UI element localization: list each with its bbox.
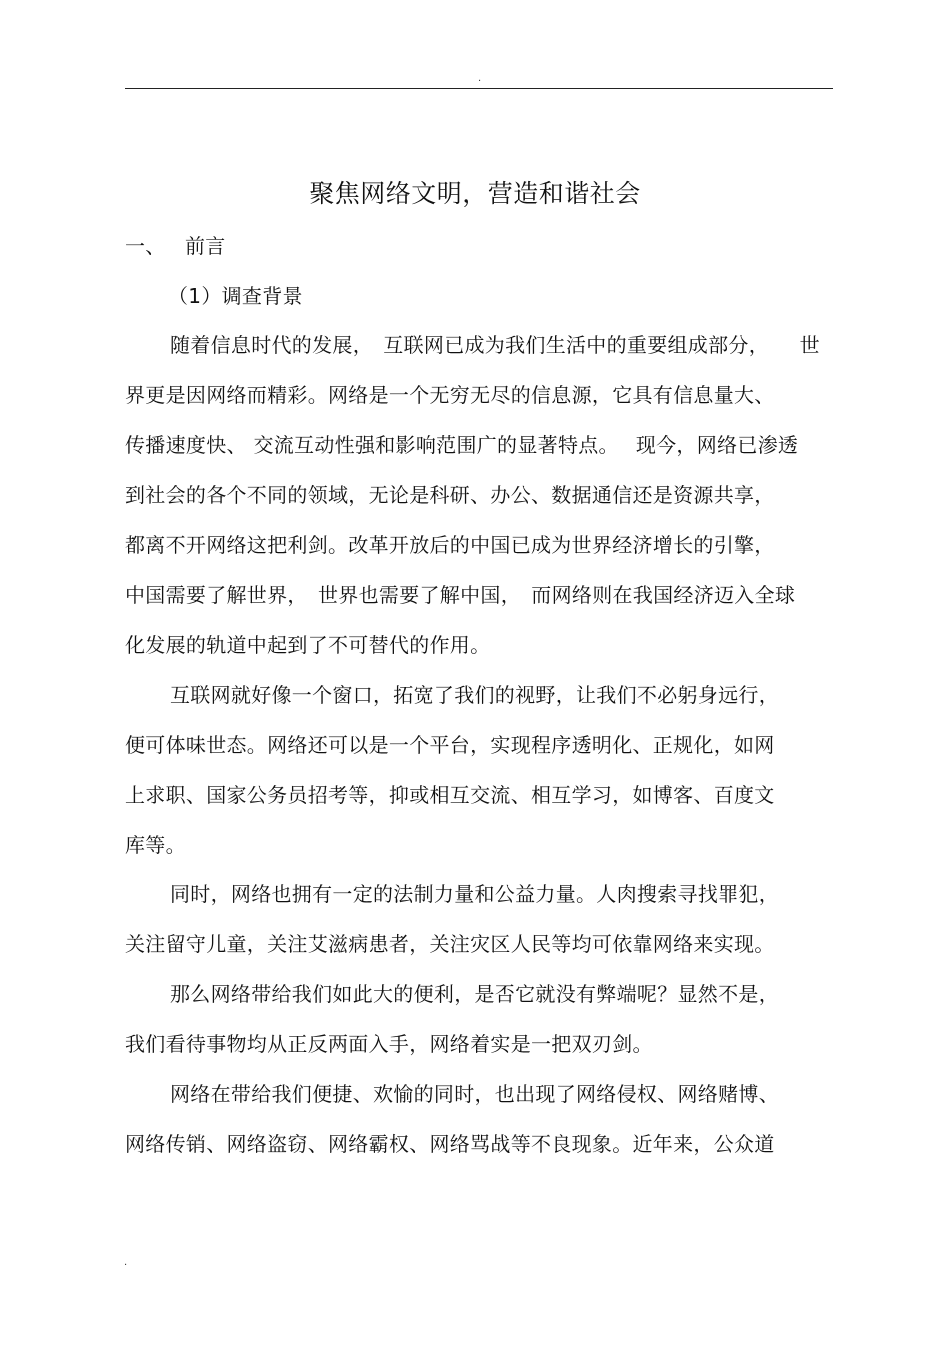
- paragraph-line: 到社会的各个不同的领域，无论是科研、办公、数据通信还是资源共享，: [125, 483, 775, 507]
- paragraph-line: 都离不开网络这把利剑。改革开放后的中国已成为世界经济增长的引擎，: [125, 533, 775, 557]
- paragraph-line: 库等。: [125, 833, 186, 857]
- paragraph-line: 关注留守儿童，关注艾滋病患者，关注灾区人民等均可依靠网络来实现。: [125, 932, 775, 956]
- paragraph-line: 那么网络带给我们如此大的便利，是否它就没有弊端呢？显然不是，: [170, 982, 779, 1006]
- page-title: 聚焦网络文明，营造和谐社会: [309, 179, 641, 208]
- header-mark: .: [478, 73, 482, 84]
- paragraph-line: 界更是因网络而精彩。网络是一个无穷无尽的信息源，它具有信息量大、: [125, 383, 775, 407]
- paragraph-line: 我们看待事物均从正反两面入手，网络着实是一把双刃剑。: [125, 1032, 653, 1056]
- paragraph-line: 网络传销、网络盗窃、网络霸权、网络骂战等不良现象。近年来，公众道: [125, 1132, 775, 1156]
- paragraph-line: 网络在带给我们便捷、欢愉的同时，也出现了网络侵权、网络赌博、: [170, 1082, 779, 1106]
- paragraph-line: 便可体味世态。网络还可以是一个平台，实现程序透明化、正规化，如网: [125, 733, 775, 757]
- paragraph-line: 化发展的轨道中起到了不可替代的作用。: [125, 633, 491, 657]
- paragraph-line: 随着信息时代的发展， 互联网已成为我们生活中的重要组成部分， 世: [170, 333, 820, 357]
- paragraph-line: 同时，网络也拥有一定的法制力量和公益力量。人肉搜索寻找罪犯，: [170, 882, 779, 906]
- section-number: 一、: [125, 234, 166, 258]
- paragraph-line: 传播速度快、 交流互动性强和影响范围广的显著特点。 现今，网络已渗透: [125, 433, 799, 457]
- section-title: 前言: [185, 234, 226, 258]
- paragraph-line: 中国需要了解世界， 世界也需要了解中国， 而网络则在我国经济迈入全球: [125, 583, 796, 607]
- header-rule: [125, 88, 833, 89]
- paragraph-line: 上求职、国家公务员招考等，抑或相互交流、相互学习，如博客、百度文: [125, 783, 775, 807]
- paragraph-line: 互联网就好像一个窗口，拓宽了我们的视野，让我们不必躬身远行，: [170, 683, 779, 707]
- footer-mark: .: [124, 1257, 128, 1268]
- subsection-heading: （1）调查背景: [168, 284, 303, 308]
